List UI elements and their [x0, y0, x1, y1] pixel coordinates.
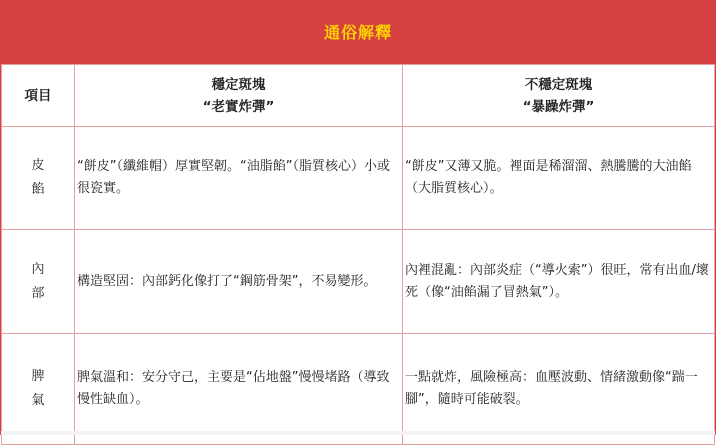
row-label-char: 內 — [31, 261, 45, 277]
unstable-cell: 一點就炸，風險極高：血壓波動、情緒激動像“踹一腳”，隨時可能破裂。 — [403, 334, 715, 445]
row-label-char: 餡 — [31, 182, 45, 197]
unstable-cell: “餅皮”又薄又脆。裡面是稀溜溜、熱騰騰的大油餡（大脂質核心）。 — [403, 127, 715, 230]
table-row — [2, 127, 715, 230]
row-label-char: 脾 — [31, 369, 45, 384]
header-unstable-nickname: “暴躁炸彈” — [522, 98, 595, 115]
row-label-char: 氣 — [31, 393, 45, 408]
row-label — [2, 334, 75, 445]
row-label-char: 部 — [31, 285, 45, 301]
stable-cell: 脾氣溫和：安分守己，主要是“佔地盤”慢慢堵路（導致慢性缺血）。 — [75, 334, 403, 445]
header-unstable-title: 不穩定斑塊 — [524, 76, 593, 93]
comparison-table — [1, 64, 715, 445]
row-label — [2, 127, 75, 230]
stable-cell: 構造堅固：內部鈣化像打了“鋼筋骨架”，不易變形。 — [75, 230, 403, 334]
header-item: 項目 — [2, 65, 75, 127]
table-row — [2, 334, 715, 445]
header-stable — [75, 65, 403, 127]
header-unstable — [403, 65, 715, 127]
header-stable-title: 穩定斑塊 — [211, 76, 266, 93]
row-label-char: 皮 — [31, 158, 45, 173]
unstable-cell: 內裡混亂：內部炎症（“導火索”）很旺，常有出血/壞死（像“油餡漏了冒熱氣”）。 — [403, 230, 715, 334]
table-row — [2, 230, 715, 334]
banner-title: 通俗解釋 — [1, 0, 715, 64]
bottom-edge — [1, 431, 715, 435]
table-header-row — [2, 65, 715, 127]
header-stable-nickname: “老實炸彈” — [202, 98, 275, 115]
row-label — [2, 230, 75, 334]
stable-cell: “餅皮”（纖維帽）厚實堅韌。“油脂餡”（脂質核心）小或很瓷實。 — [75, 127, 403, 230]
